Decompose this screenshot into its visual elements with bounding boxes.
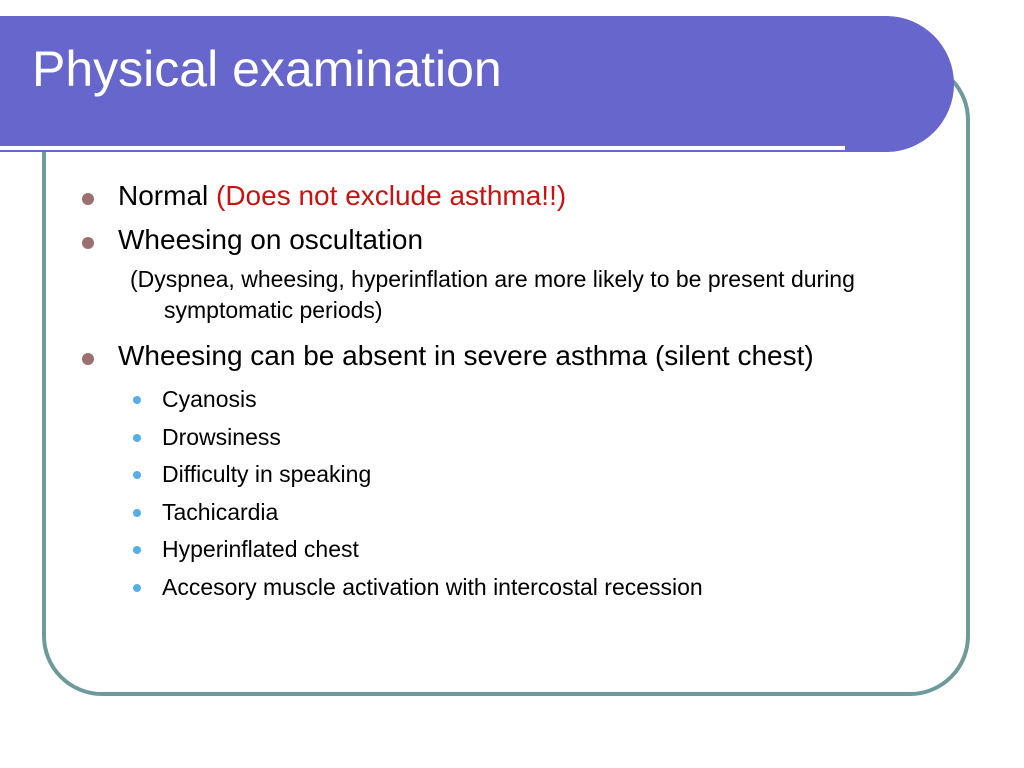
severe-asthma-signs-list [76,381,956,606]
title-divider [0,146,845,150]
sub-bullet-dot-icon [133,584,141,592]
sub-bullet-dot-icon [133,546,141,554]
bullet-normal [76,178,956,214]
list-item-accessory-muscle-activation [162,569,956,607]
slide-body [76,178,956,606]
list-item-text: Drowsiness [162,423,281,450]
list-item-difficulty-speaking [162,456,956,494]
list-item-text: Tachicardia [162,498,279,525]
bullet-severe-asthma-text: Wheesing can be absent in severe asthma (silent chest) [118,340,814,371]
list-item-cyanosis [162,381,956,419]
sub-bullet-dot-icon [133,434,141,442]
bullet-wheesing-oscultation [76,222,956,258]
list-item-drowsiness [162,419,956,457]
sub-bullet-dot-icon [133,471,141,479]
bullet-severe-asthma [76,338,956,374]
bullet-dot-icon [82,237,94,249]
bullet-dot-icon [82,193,94,205]
list-item-text: Hyperinflated chest [162,536,359,562]
bullet-normal-text: Normal [118,180,209,211]
list-item-text: Accesory muscle activation with intercostal recession [162,573,703,600]
bullet-normal-emphasis: (Does not exclude asthma!!) [216,180,567,211]
list-item-text: Difficulty in speaking [162,461,372,487]
bullet-wheesing-oscultation-text: Wheesing on oscultation [118,224,424,255]
sub-bullet-dot-icon [133,396,141,404]
page-title: Physical examination [32,41,502,97]
sub-bullet-dot-icon [133,509,141,517]
list-item-text: Cyanosis [162,386,257,412]
symptomatic-periods-note: (Dyspnea, wheesing, hyperinflation are more likely to be present during symptomatic periods) [130,266,855,323]
list-item-hyperinflated-chest [162,531,956,569]
list-item-tachicardia [162,494,956,532]
bullet-dot-icon [82,353,94,365]
